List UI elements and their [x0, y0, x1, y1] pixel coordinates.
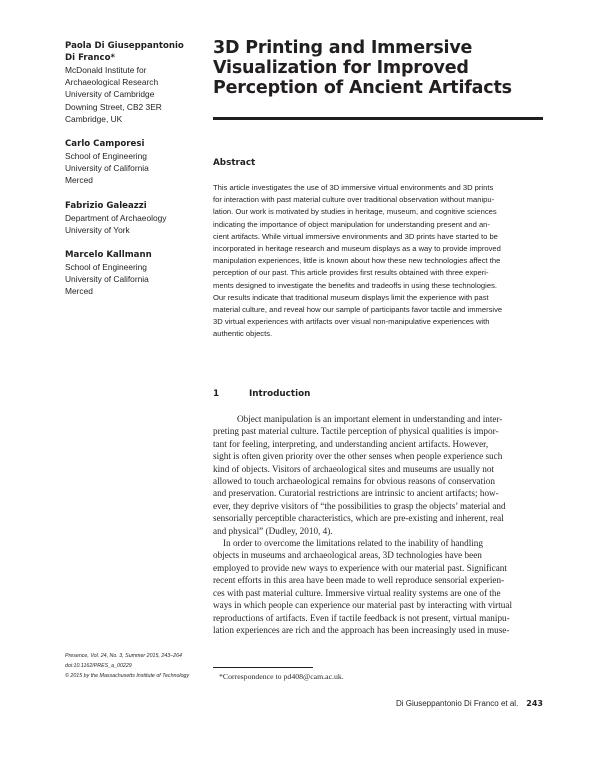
journal-info — [65, 651, 215, 681]
abstract-line: incorporated in heritage research and museum displays as a way to provide improved — [213, 244, 501, 254]
section-number: 1 — [213, 389, 220, 399]
abstract-line: ments designed to investigate the benefits and tradeoffs in using these technologies. — [213, 280, 497, 290]
author-name: Paola Di Giuseppantonio — [65, 41, 184, 51]
affiliation-line: School of Engineering — [65, 151, 147, 162]
page-number: 243 — [526, 699, 543, 708]
body-line: lation experiences are rich and the approach has been increasingly used in muse- — [213, 624, 510, 635]
body-line: tant for feeling, interpreting, and understanding ancient artifacts. However, — [213, 438, 489, 449]
abstract-line: indicating the importance of object manipulation for understanding present and an- — [213, 219, 490, 229]
affiliation-line: University of York — [65, 224, 130, 235]
title-line: Visualization for Improved — [213, 58, 469, 78]
body-line: objects in museums and archaeological areas, 3D technologies have been — [213, 550, 482, 561]
body-line: reproductions of artifacts. Even if tactile feedback is not present, virtual manipu- — [213, 612, 510, 623]
abstract-line: perception of our past. This article provides first results obtained with three experi- — [213, 268, 489, 278]
author-block — [65, 200, 215, 236]
author-name: Di Franco* — [65, 53, 116, 63]
body-line: ways in which people can experience our material past by interacting with virtual — [213, 600, 512, 611]
author-name: Carlo Camporesi — [65, 139, 145, 150]
section-body — [213, 413, 543, 636]
abstract-line: Our results indicate that traditional museum displays limit the experience with past — [213, 292, 489, 302]
affiliation-line: University of California — [65, 163, 149, 174]
body-line: and preservation. Curatorial restrictions are intrinsic to ancient artifacts; how- — [213, 488, 499, 499]
body-line: In order to overcome the limitations related to the inability of handling — [223, 538, 483, 549]
title-line: 3D Printing and Immersive — [213, 38, 473, 58]
journal-doi: doi:10.1162/PRES_a_00229 — [65, 663, 132, 669]
author-list — [65, 40, 215, 311]
author-block — [65, 40, 215, 125]
affiliation-line: Department of Archaeology — [65, 212, 167, 223]
section-title: Introduction — [249, 389, 311, 399]
abstract-line: This article investigates the use of 3D immersive virtual environments and 3D prints — [213, 183, 494, 192]
body-line: and physical” (Dudley, 2010, 4). — [213, 525, 333, 536]
running-head: Di Giuseppantonio Di Franco et al. — [396, 699, 519, 708]
abstract-heading: Abstract — [213, 158, 256, 168]
journal-citation: Presence, Vol. 24, No. 3, Summer 2015, 243–264 — [65, 653, 182, 659]
body-line: ces with past material culture. Immersive virtual reality systems are one of the — [213, 587, 501, 598]
author-block — [65, 138, 215, 187]
affiliation-line: Merced — [65, 175, 93, 186]
abstract-line: lation. Our work is motivated by studies in heritage, museum, and cognitive sciences — [213, 207, 497, 217]
section-heading — [213, 389, 310, 399]
affiliation-line: McDonald Institute for — [65, 65, 147, 75]
affiliation-line: University of California — [65, 274, 149, 285]
paper-title — [213, 38, 543, 98]
body-line: allowed to touch archaeological remains for obvious reasons of conservation — [213, 476, 495, 487]
abstract-line: for interaction with past material culture over traditional observation without manipu- — [213, 195, 495, 205]
abstract-line: 3D virtual experiences with artifacts over visual non-manipulative experiences with — [213, 317, 490, 327]
title-line: Perception of Ancient Artifacts — [213, 78, 512, 98]
abstract-line: authentic objects. — [213, 329, 273, 339]
body-line: recent efforts in this area have been made to well reproduce sensorial experien- — [213, 575, 505, 586]
footnote-divider — [213, 667, 313, 668]
body-line: kind of objects. Visitors of archaeological sites and museums are usually not — [213, 463, 494, 474]
body-line: preting past material culture. Tactile perception of physical qualities is impor- — [213, 426, 499, 437]
footnote: *Correspondence to pd408@cam.ac.uk. — [219, 672, 344, 681]
affiliation-line: Downing Street, CB2 3ER — [65, 101, 162, 112]
abstract-body — [213, 182, 543, 341]
page-footer — [380, 699, 543, 708]
body-line: sight is often given priority over the other senses when people experience such — [213, 451, 503, 462]
abstract-line: manipulation experiences, little is known about how these new technologies affect the — [213, 256, 501, 266]
affiliation-line: University of Cambridge — [65, 89, 155, 100]
author-name: Marcelo Kallmann — [65, 250, 152, 261]
body-line: ever, they deprive visitors of “the possibilities to grasp the objects’ material and — [213, 500, 506, 511]
journal-copyright: © 2015 by the Massachusetts Institute of Technology — [65, 673, 190, 679]
affiliation-line: School of Engineering — [65, 262, 147, 273]
title-divider — [213, 117, 543, 120]
affiliation-line: Merced — [65, 286, 93, 297]
abstract-line: material culture, and reveal how our sample of participants favor tactile and immersive — [213, 305, 503, 315]
author-block — [65, 249, 215, 298]
body-line: Object manipulation is an important element in understanding and inter- — [237, 414, 503, 424]
affiliation-line: Cambridge, UK — [65, 113, 123, 124]
author-name: Fabrizio Galeazzi — [65, 200, 147, 211]
body-line: sensorially perceptible characteristics, which are pre-existing and inherent, real — [213, 513, 504, 524]
abstract-line: cient artifacts. While virtual immersive environments and 3D prints have started to be — [213, 231, 498, 241]
body-line: employed to provide new ways to experience with our material past. Significant — [213, 562, 507, 573]
affiliation-line: Archaeological Research — [65, 77, 159, 88]
